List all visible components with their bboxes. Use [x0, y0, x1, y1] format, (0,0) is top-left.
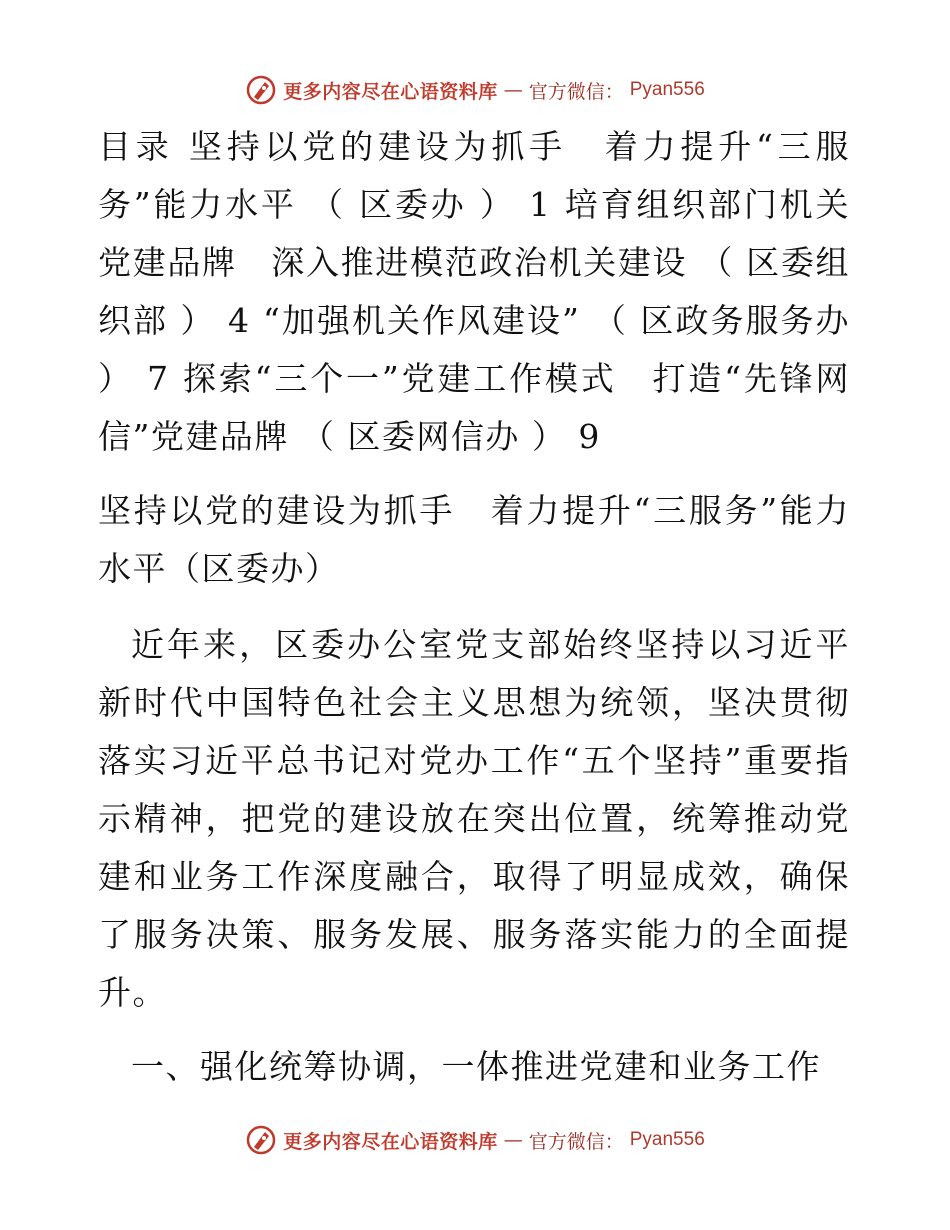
table-of-contents: 目录 坚持以党的建设为抓手 着力提升“三服务”能力水平 （ 区委办 ） 1 培育组织部门机关党建品牌 深入推进模范政治机关建设 （ 区委组织部 ） 4 “加强机关作风建设” （ 区政务服务办 ） 7 探索“三个一”党建工作模式 打造“先锋网信”党建品牌 （ 区委网信办 ） 9	[98, 127, 850, 456]
document-body	[98, 118, 850, 1096]
watermark-dash: —	[503, 79, 523, 101]
intro-paragraph: 近年来，区委办公室党支部始终坚持以习近平新时代中国特色社会主义思想为统领，坚决贯彻落实习近平总书记对党办工作“五个坚持”重要指示精神，把党的建设放在突出位置，统筹推动党建和业务工作深度融合，取得了明显成效，确保了服务决策、服务发展、服务落实能力的全面提升。	[98, 625, 850, 1012]
watermark-wechat-label: 官方微信：	[528, 1130, 624, 1153]
watermark-wechat-label: 官方微信：	[528, 80, 624, 103]
watermark-brand: 更多内容尽在心语资料库	[283, 80, 498, 103]
watermark-dash: —	[503, 1129, 523, 1151]
section-heading-1: 一、强化统筹协调，一体推进党建和业务工作	[131, 1047, 821, 1086]
pen-nib-circle-icon	[245, 74, 277, 106]
watermark-brand: 更多内容尽在心语资料库	[283, 1130, 498, 1153]
watermark-wechat-id: Pyan556	[629, 1129, 705, 1150]
footer-watermark	[0, 1120, 950, 1160]
article-heading: 坚持以党的建设为抓手 着力提升“三服务”能力水平（区委办）	[98, 491, 850, 588]
pen-nib-circle-icon	[245, 1124, 277, 1156]
header-watermark	[0, 70, 950, 110]
watermark-wechat-id: Pyan556	[629, 79, 705, 100]
